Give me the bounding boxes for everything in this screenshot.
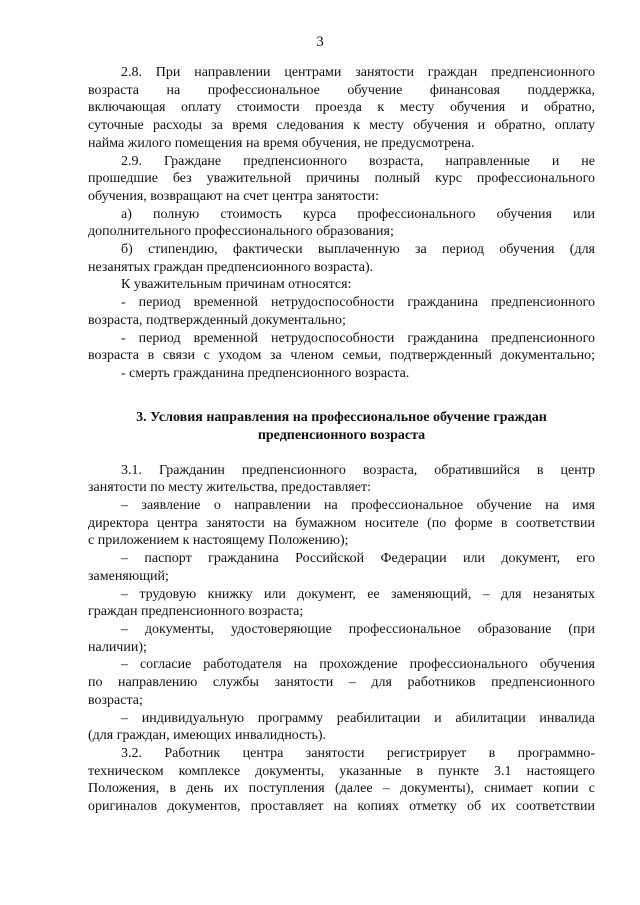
paragraph-2-8-line: 2.8. При направлении центрами занятости граждан предпенсионного xyxy=(121,65,595,80)
paragraph-2-8-line: суточные расходы за время следования к месту обучения и обратно, оплату xyxy=(88,118,595,134)
document-item-3-line: – трудовую книжку или документ, ее заменяющий, – для незанятых xyxy=(121,586,595,602)
reason-1-line: возраста, подтвержденный документально; xyxy=(88,312,346,328)
paragraph-3-2-line: техническом комплексе документы, указанные в пункте 3.1 настоящего xyxy=(88,763,595,779)
paragraph-2-9-a-line: а) полную стоимость курса профессионального обучения или xyxy=(121,206,595,222)
paragraph-3-2-line: Положения, в день их поступления (далее – документы), снимает копии с xyxy=(88,781,595,797)
paragraph-2-9-line: прошедшие без уважительной причины полный курс профессионального xyxy=(88,171,595,187)
paragraph-3-2-line: оригиналов документов, проставляет на копиях отметку об их соответствии xyxy=(88,799,595,815)
page-number: 3 xyxy=(316,34,324,50)
paragraph-2-9-line: 2.9. Граждане предпенсионного возраста, направленные и не xyxy=(121,153,595,169)
document-item-1-line: – заявление о направлении на профессиональное обучение на имя xyxy=(121,498,595,514)
valid-reasons-intro: К уважительным причинам относятся: xyxy=(121,277,352,293)
paragraph-2-9-a-line: дополнительного профессионального образования; xyxy=(88,224,394,240)
document-item-5-line: по направлению службы занятости – для работников предпенсионного xyxy=(88,675,595,691)
reason-2-line: - период временной нетрудоспособности гражданина предпенсионного xyxy=(121,330,595,346)
document-item-5-line: – согласие работодателя на прохождение профессионального обучения xyxy=(121,657,595,673)
reason-2-line: возраста в связи с уходом за членом семьи, подтвержденный документально; xyxy=(88,348,595,364)
paragraph-3-1-line: занятости по месту жительства, предоставляет: xyxy=(88,480,371,496)
section-3-heading-line: 3. Условия направления на профессиональное обучение граждан xyxy=(136,409,547,425)
paragraph-2-9-line: обучения, возвращают на счет центра занятости: xyxy=(88,188,379,204)
section-3-heading xyxy=(88,409,595,445)
reason-1-line: - период временной нетрудоспособности гражданина предпенсионного xyxy=(121,295,595,311)
document-item-4-line: наличии); xyxy=(88,639,147,655)
paragraph-3-2-line: 3.2. Работник центра занятости регистрирует в программно- xyxy=(121,745,595,761)
document-item-1-line: директора центра занятости на бумажном носителе (по форме в соответствии xyxy=(88,515,595,531)
reason-3: - смерть гражданина предпенсионного возраста. xyxy=(121,365,410,381)
document-item-2-line: – паспорт гражданина Российской Федерации или документ, его xyxy=(121,551,595,567)
document-item-5-line: возраста; xyxy=(88,692,143,708)
document-item-6-line: (для граждан, имеющих инвалидность). xyxy=(88,728,327,744)
document-item-6-line: – индивидуальную программу реабилитации и абилитации инвалида xyxy=(121,710,595,726)
paragraph-3-1-line: 3.1. Гражданин предпенсионного возраста, обратившийся в центр xyxy=(121,462,595,478)
paragraph-2-8-line: найма жилого помещения на время обучения, не предусмотрена. xyxy=(88,135,475,151)
paragraph-2-8-line: возраста на профессиональное обучение финансовая поддержка, xyxy=(88,82,595,98)
document-item-3-line: граждан предпенсионного возраста; xyxy=(88,604,304,620)
paragraph-2-9-b-line: незанятых граждан предпенсионного возраста). xyxy=(88,259,374,275)
paragraph-2-9-b-line: б) стипендию, фактически выплаченную за период обучения (для xyxy=(121,242,595,258)
document-body xyxy=(88,64,595,816)
document-item-1-line: с приложением к настоящему Положению); xyxy=(88,533,349,549)
document-item-2-line: заменяющий; xyxy=(88,568,169,584)
paragraph-2-8-line: включающая оплату стоимости проезда к месту обучения и обратно, xyxy=(88,100,595,116)
section-3-heading-line: предпенсионного возраста xyxy=(257,427,426,443)
document-item-4-line: – документы, удостоверяющие профессиональное образование (при xyxy=(121,621,595,637)
